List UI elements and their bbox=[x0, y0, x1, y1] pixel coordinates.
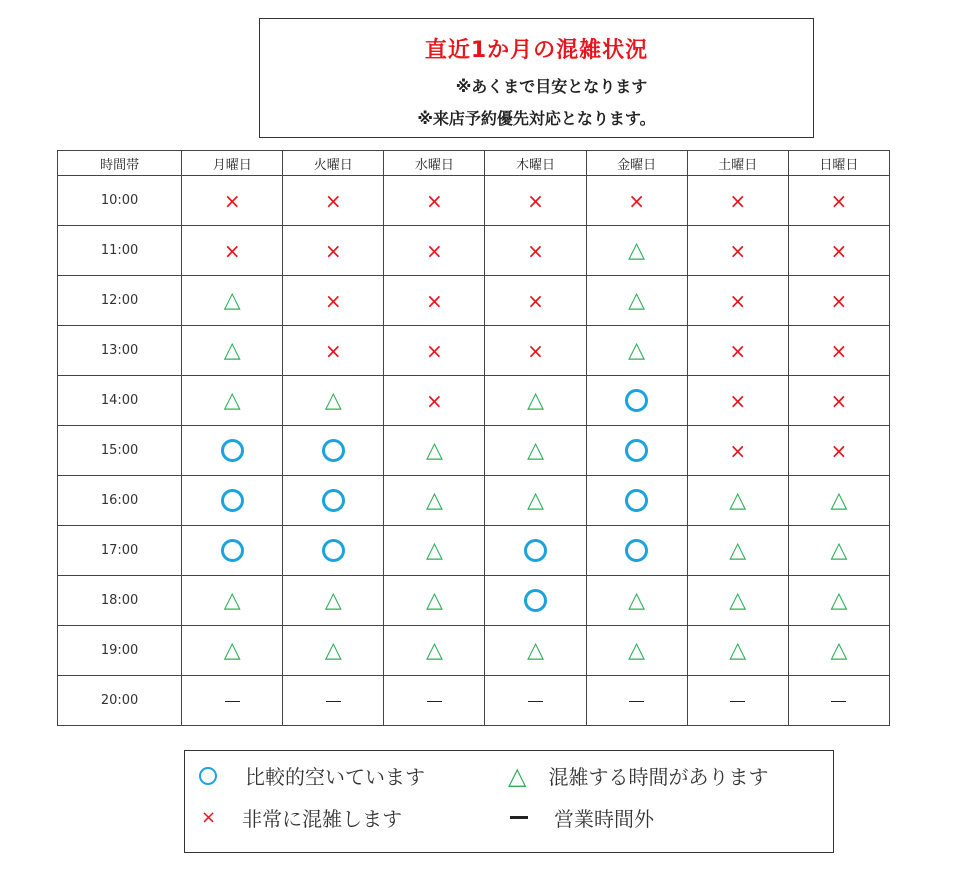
triangle-icon: △ bbox=[223, 587, 241, 613]
status-cell-saturday bbox=[687, 226, 788, 276]
time-slot-cell: 20:00 bbox=[58, 676, 182, 726]
header-friday: 金曜日 bbox=[586, 151, 687, 176]
table-row bbox=[58, 176, 890, 226]
time-slot-cell: 18:00 bbox=[58, 576, 182, 626]
cross-icon: × bbox=[223, 188, 241, 213]
cross-icon: × bbox=[324, 238, 342, 263]
table-row bbox=[58, 626, 890, 676]
triangle-icon: △ bbox=[628, 237, 646, 263]
status-cell-monday bbox=[182, 226, 283, 276]
cross-icon: × bbox=[830, 338, 848, 363]
legend-label-available: 比較的空いています bbox=[245, 765, 425, 789]
dash-icon bbox=[730, 701, 745, 702]
cross-icon: × bbox=[729, 388, 747, 413]
status-cell-wednesday bbox=[384, 526, 485, 576]
legend bbox=[184, 750, 834, 853]
status-cell-wednesday bbox=[384, 276, 485, 326]
table-row bbox=[58, 526, 890, 576]
circle-icon bbox=[625, 439, 648, 462]
circle-icon bbox=[322, 489, 345, 512]
cross-icon: × bbox=[830, 188, 848, 213]
table-row bbox=[58, 276, 890, 326]
status-cell-sunday bbox=[788, 276, 889, 326]
cross-icon: × bbox=[426, 338, 443, 363]
cross-icon: × bbox=[628, 188, 646, 213]
status-cell-wednesday bbox=[384, 176, 485, 226]
page-title: 直近1か月の混雑状況 bbox=[424, 38, 649, 63]
time-slot-cell: 14:00 bbox=[58, 376, 182, 426]
dash-icon bbox=[629, 701, 644, 702]
legend-item-sometimes-busy bbox=[508, 761, 768, 790]
status-cell-friday bbox=[586, 576, 687, 626]
status-cell-monday bbox=[182, 276, 283, 326]
circle-icon bbox=[625, 539, 648, 562]
table-row bbox=[58, 476, 890, 526]
circle-icon bbox=[625, 389, 648, 412]
status-cell-thursday bbox=[485, 526, 586, 576]
table-body bbox=[58, 176, 890, 726]
status-cell-sunday bbox=[788, 626, 889, 676]
table-row bbox=[58, 426, 890, 476]
status-cell-friday bbox=[586, 426, 687, 476]
status-cell-wednesday bbox=[384, 426, 485, 476]
status-cell-friday bbox=[586, 476, 687, 526]
legend-label-closed: 営業時間外 bbox=[554, 807, 654, 831]
header-wednesday: 水曜日 bbox=[384, 151, 485, 176]
status-cell-monday bbox=[182, 176, 283, 226]
triangle-icon: △ bbox=[628, 587, 646, 613]
cross-icon: × bbox=[729, 188, 747, 213]
legend-item-very-busy bbox=[199, 803, 402, 832]
congestion-table bbox=[57, 150, 890, 726]
circle-icon bbox=[221, 489, 244, 512]
time-slot-cell: 13:00 bbox=[58, 326, 182, 376]
cross-icon: × bbox=[830, 438, 848, 463]
time-slot-cell: 12:00 bbox=[58, 276, 182, 326]
triangle-icon: △ bbox=[830, 587, 848, 613]
triangle-icon: △ bbox=[527, 437, 544, 463]
status-cell-friday bbox=[586, 326, 687, 376]
triangle-icon: △ bbox=[628, 337, 646, 363]
status-cell-monday bbox=[182, 576, 283, 626]
status-cell-saturday bbox=[687, 376, 788, 426]
cross-icon: × bbox=[830, 288, 848, 313]
status-cell-tuesday bbox=[283, 676, 384, 726]
triangle-icon: △ bbox=[508, 761, 527, 790]
time-slot-cell: 19:00 bbox=[58, 626, 182, 676]
cross-icon: × bbox=[527, 288, 544, 313]
triangle-icon: △ bbox=[425, 437, 443, 463]
cross-icon: × bbox=[527, 338, 544, 363]
triangle-icon: △ bbox=[527, 637, 544, 663]
status-cell-sunday bbox=[788, 526, 889, 576]
header-row bbox=[58, 151, 890, 176]
cross-icon: × bbox=[527, 238, 544, 263]
cross-icon: × bbox=[324, 288, 342, 313]
triangle-icon: △ bbox=[425, 537, 443, 563]
status-cell-monday bbox=[182, 326, 283, 376]
status-cell-tuesday bbox=[283, 326, 384, 376]
circle-icon bbox=[524, 539, 547, 562]
triangle-icon: △ bbox=[223, 637, 241, 663]
status-cell-wednesday bbox=[384, 326, 485, 376]
triangle-icon: △ bbox=[729, 587, 747, 613]
triangle-icon: △ bbox=[527, 487, 544, 513]
cross-icon: × bbox=[426, 288, 443, 313]
header-time: 時間帯 bbox=[58, 151, 182, 176]
status-cell-friday bbox=[586, 676, 687, 726]
cross-icon: × bbox=[201, 806, 217, 828]
circle-icon bbox=[322, 539, 345, 562]
status-cell-friday bbox=[586, 226, 687, 276]
triangle-icon: △ bbox=[425, 587, 443, 613]
cross-icon: × bbox=[324, 188, 342, 213]
cross-icon: × bbox=[830, 388, 848, 413]
status-cell-tuesday bbox=[283, 176, 384, 226]
circle-icon bbox=[199, 767, 217, 785]
table-row bbox=[58, 326, 890, 376]
status-cell-thursday bbox=[485, 226, 586, 276]
header-tuesday: 火曜日 bbox=[283, 151, 384, 176]
triangle-icon: △ bbox=[729, 637, 747, 663]
status-cell-friday bbox=[586, 176, 687, 226]
cross-icon: × bbox=[426, 188, 443, 213]
status-cell-saturday bbox=[687, 176, 788, 226]
header-saturday: 土曜日 bbox=[687, 151, 788, 176]
status-cell-friday bbox=[586, 626, 687, 676]
status-cell-thursday bbox=[485, 176, 586, 226]
status-cell-tuesday bbox=[283, 476, 384, 526]
triangle-icon: △ bbox=[527, 387, 544, 413]
status-cell-sunday bbox=[788, 176, 889, 226]
legend-label-very-busy: 非常に混雑します bbox=[242, 807, 403, 831]
header-thursday: 木曜日 bbox=[485, 151, 586, 176]
triangle-icon: △ bbox=[830, 487, 848, 513]
status-cell-friday bbox=[586, 276, 687, 326]
status-cell-wednesday bbox=[384, 376, 485, 426]
circle-icon bbox=[625, 489, 648, 512]
status-cell-thursday bbox=[485, 326, 586, 376]
time-slot-cell: 16:00 bbox=[58, 476, 182, 526]
cross-icon: × bbox=[324, 338, 342, 363]
dash-icon bbox=[510, 816, 528, 819]
legend-label-sometimes-busy: 混雑する時間があります bbox=[548, 765, 769, 789]
status-cell-monday bbox=[182, 476, 283, 526]
triangle-icon: △ bbox=[628, 637, 646, 663]
cross-icon: × bbox=[426, 238, 443, 263]
dash-icon bbox=[831, 701, 846, 702]
cross-icon: × bbox=[729, 238, 747, 263]
status-cell-wednesday bbox=[384, 626, 485, 676]
status-cell-tuesday bbox=[283, 576, 384, 626]
cross-icon: × bbox=[830, 238, 848, 263]
title-box bbox=[259, 18, 814, 138]
status-cell-tuesday bbox=[283, 226, 384, 276]
status-cell-sunday bbox=[788, 326, 889, 376]
status-cell-tuesday bbox=[283, 526, 384, 576]
status-cell-saturday bbox=[687, 676, 788, 726]
table-row bbox=[58, 376, 890, 426]
dash-icon bbox=[326, 701, 341, 702]
status-cell-friday bbox=[586, 526, 687, 576]
status-cell-saturday bbox=[687, 426, 788, 476]
legend-item-available bbox=[199, 761, 425, 790]
status-cell-monday bbox=[182, 426, 283, 476]
status-cell-sunday bbox=[788, 476, 889, 526]
time-slot-cell: 15:00 bbox=[58, 426, 182, 476]
status-cell-wednesday bbox=[384, 576, 485, 626]
cross-icon: × bbox=[729, 438, 747, 463]
status-cell-saturday bbox=[687, 326, 788, 376]
table-row bbox=[58, 676, 890, 726]
dash-icon bbox=[528, 701, 543, 702]
status-cell-saturday bbox=[687, 276, 788, 326]
triangle-icon: △ bbox=[223, 387, 241, 413]
status-cell-thursday bbox=[485, 376, 586, 426]
status-cell-saturday bbox=[687, 526, 788, 576]
circle-icon bbox=[221, 539, 244, 562]
circle-icon bbox=[524, 589, 547, 612]
cross-icon: × bbox=[223, 238, 241, 263]
status-cell-saturday bbox=[687, 576, 788, 626]
triangle-icon: △ bbox=[324, 637, 342, 663]
triangle-icon: △ bbox=[324, 587, 342, 613]
status-cell-thursday bbox=[485, 476, 586, 526]
triangle-icon: △ bbox=[830, 637, 848, 663]
status-cell-saturday bbox=[687, 626, 788, 676]
status-cell-friday bbox=[586, 376, 687, 426]
triangle-icon: △ bbox=[223, 337, 241, 363]
time-slot-cell: 11:00 bbox=[58, 226, 182, 276]
status-cell-tuesday bbox=[283, 376, 384, 426]
triangle-icon: △ bbox=[729, 537, 747, 563]
status-cell-tuesday bbox=[283, 276, 384, 326]
cross-icon: × bbox=[729, 338, 747, 363]
status-cell-wednesday bbox=[384, 676, 485, 726]
triangle-icon: △ bbox=[628, 287, 646, 313]
status-cell-wednesday bbox=[384, 476, 485, 526]
cross-icon: × bbox=[729, 288, 747, 313]
triangle-icon: △ bbox=[324, 387, 342, 413]
header-sunday: 日曜日 bbox=[788, 151, 889, 176]
status-cell-thursday bbox=[485, 626, 586, 676]
status-cell-saturday bbox=[687, 476, 788, 526]
status-cell-monday bbox=[182, 676, 283, 726]
status-cell-sunday bbox=[788, 676, 889, 726]
time-slot-cell: 17:00 bbox=[58, 526, 182, 576]
circle-icon bbox=[221, 439, 244, 462]
header-monday: 月曜日 bbox=[182, 151, 283, 176]
status-cell-thursday bbox=[485, 276, 586, 326]
cross-icon: × bbox=[527, 188, 544, 213]
status-cell-monday bbox=[182, 376, 283, 426]
status-cell-thursday bbox=[485, 426, 586, 476]
table-row bbox=[58, 576, 890, 626]
legend-item-closed bbox=[508, 803, 654, 832]
triangle-icon: △ bbox=[425, 637, 443, 663]
cross-icon: × bbox=[426, 388, 443, 413]
status-cell-sunday bbox=[788, 226, 889, 276]
time-slot-cell: 10:00 bbox=[58, 176, 182, 226]
status-cell-sunday bbox=[788, 426, 889, 476]
status-cell-tuesday bbox=[283, 626, 384, 676]
triangle-icon: △ bbox=[425, 487, 443, 513]
status-cell-sunday bbox=[788, 376, 889, 426]
status-cell-thursday bbox=[485, 576, 586, 626]
table-row bbox=[58, 226, 890, 276]
status-cell-thursday bbox=[485, 676, 586, 726]
triangle-icon: △ bbox=[223, 287, 241, 313]
triangle-icon: △ bbox=[830, 537, 848, 563]
status-cell-sunday bbox=[788, 576, 889, 626]
status-cell-monday bbox=[182, 526, 283, 576]
dash-icon bbox=[225, 701, 240, 702]
triangle-icon: △ bbox=[729, 487, 747, 513]
circle-icon bbox=[322, 439, 345, 462]
dash-icon bbox=[427, 701, 442, 702]
note-estimate: ※あくまで目安となります bbox=[455, 77, 648, 96]
status-cell-monday bbox=[182, 626, 283, 676]
status-cell-tuesday bbox=[283, 426, 384, 476]
status-cell-wednesday bbox=[384, 226, 485, 276]
note-reservation: ※来店予約優先対応となります。 bbox=[417, 109, 656, 128]
